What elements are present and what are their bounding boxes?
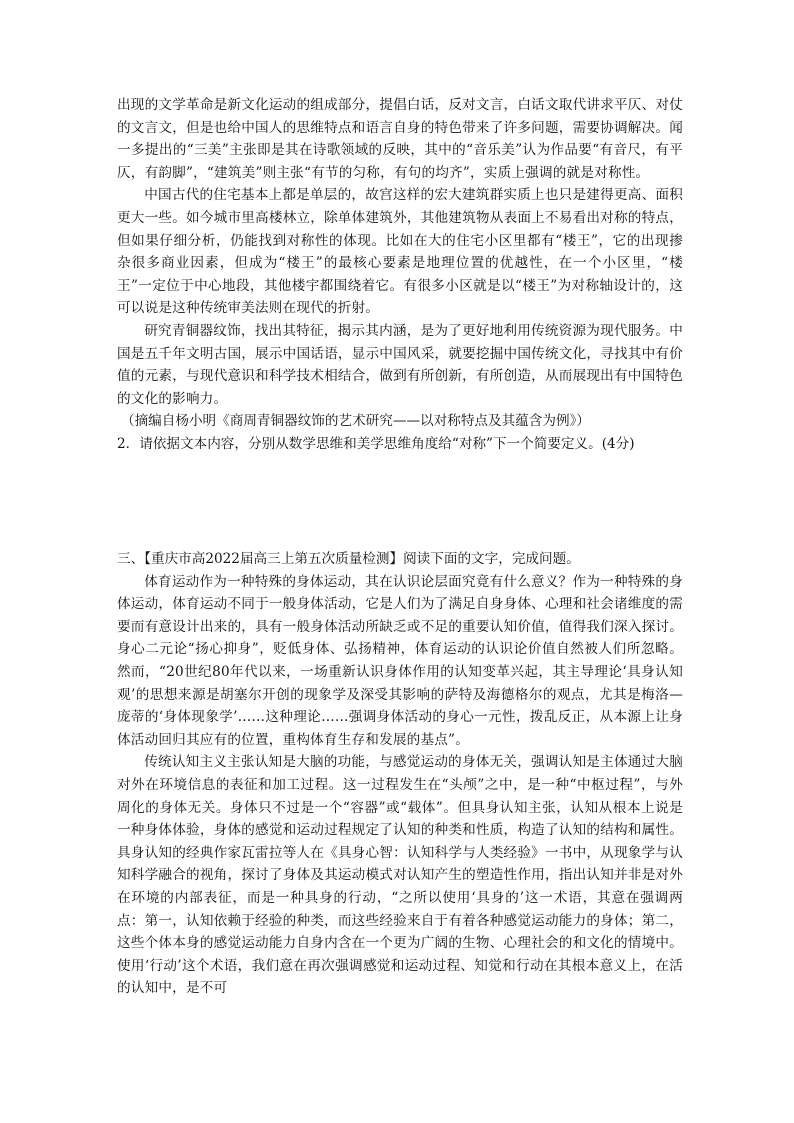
paragraph-bronze: 研究青铜器纹饰，找出其特征，揭示其内涵，是为了更好地利用传统资源为现代服务。中国是五千年文明古国，展示中国话语，显示中国风采，就要挖掘中国传统文化，寻找其中有价值的元素，与现代意识和科学技术相结合，做到有所创新，有所创造，从而展现出有中国特色的文化的影响力。 xyxy=(117,322,683,407)
paragraph-sports-cognition: 体育运动作为一种特殊的身体运动，其在认识论层面究竟有什么意义？作为一种特殊的身体运动，体育运动不同于一般身体活动，它是人们为了满足自身身体、心理和社会诸维度的需要而有意设计出来的，具有一般身体活动所缺乏或不足的重要认知价值，值得我们深入探讨。身心二元论“扬心抑身”，贬低身体、弘扬精神，体育运动的认识论价值自然被人们所忽略。然而，“20世纪80年代以来，一场重新认识身体作用的认知变革兴起，其主导理论‘具身认知观’的思想来源是胡塞尔开创的现象学及深受其影响的萨特及海德格尔的观点，尤其是梅洛—庞蒂的‘身体现象学’……这种理论……强调身体活动的身心一元性，拨乱反正，从本源上让身体活动回归其应有的位置，重构体育生存和发展的基点”。 xyxy=(117,573,683,748)
question-2: 2．请依据文本内容，分别从数学思维和美学思维角度给“对称”下一个简要定义。(4分) xyxy=(117,435,635,452)
passage-three-section xyxy=(117,548,683,1000)
paragraph-embodied-cognition: 传统认知主义主张认知是大脑的功能，与感觉运动的身体无关，强调认知是主体通过大脑对外在环境信息的表征和加工过程。这一过程发生在“头颅”之中，是一种“中枢过程”，与外周化的身体无关。身体只不过是一个“容器”或“载体”。但具身认知主张，认知从根本上说是一种身体体验，身体的感觉和运动过程规定了认知的种类和性质，构造了认知的结构和属性。具身认知的经典作家瓦雷拉等人在《具身心智：认知科学与人类经验》一书中，从现象学与认知科学融合的视角，探讨了身体及其运动模式对认知产生的塑造性作用，指出认知并非是对外在环境的内部表征，而是一种具身的行动，“之所以使用‘具身的’这一术语，其意在强调两点：第一，认知依赖于经验的种类，而这些经验来自于有着各种感觉运动能力的身体；第二，这些个体本身的感觉运动能力自身内含在一个更为广阔的生物、心理社会的和文化的情境中。使用‘行动’这个术语，我们意在再次强调感觉和运动过程、知觉和行动在其根本意义上，在活的认知中，是不可 xyxy=(117,754,683,997)
passage-one-section xyxy=(117,94,683,456)
paragraph-continued: 出现的文学革命是新文化运动的组成部分，提倡白话，反对文言，白话文取代讲求平仄、对仗的文言文，但是也给中国人的思维特点和语言自身的特色带来了许多问题，需要协调解决。闻一多提出的“三美”主张即是其在诗歌领域的反映，其中的“音乐美”认为作品要“有音尺，有平仄，有韵脚”，“建筑美”则主张“有节的匀称，有句的均齐”，实质上强调的就是对称性。 xyxy=(117,97,683,181)
source-citation: （摘编自杨小明《商周青铜器纹饰的艺术研究——以对称特点及其蕴含为例》） xyxy=(121,413,590,430)
paragraph-architecture: 中国古代的住宅基本上都是单层的，故宫这样的宏大建筑群实质上也只是建得更高、面积更大一些。如今城市里高楼林立，除单体建筑外，其他建筑物从表面上不易看出对称的特点，但如果仔细分析，仍能找到对称性的体现。比如在大的住宅小区里都有“楼王”，它的出现掺杂很多商业因素，但成为“楼王”的最核心要素是地理位置的优越性，在一个小区里，“楼王”一定位于中心地段，其他楼宇都围绕着它。有很多小区就是以“楼王”为对称轴设计的，这可以说是这种传统审美法则在现代的折射。 xyxy=(117,187,683,317)
section-heading: 三、【重庆市高2022届高三上第五次质量检测】阅读下面的文字，完成问题。 xyxy=(117,551,580,567)
